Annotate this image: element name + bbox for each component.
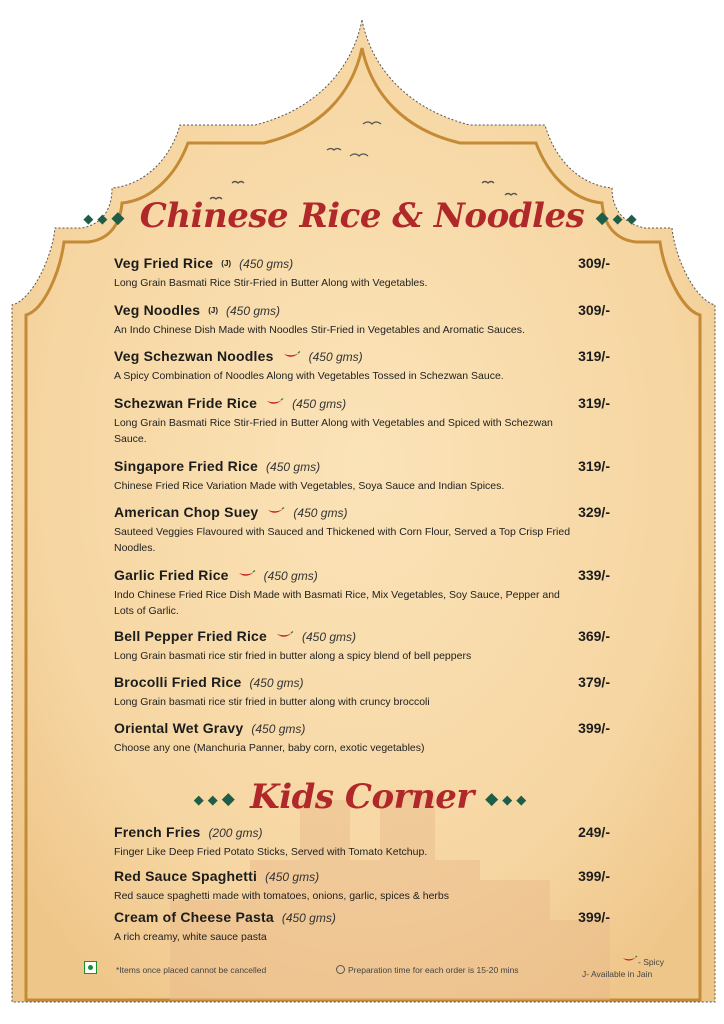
menu-item xyxy=(114,868,610,904)
menu-item-header xyxy=(114,348,610,368)
menu-item-header xyxy=(114,909,610,929)
item-price: 399/- xyxy=(578,720,610,736)
clock-icon xyxy=(336,965,345,974)
cancel-note: *Items once placed cannot be cancelled xyxy=(116,965,267,975)
item-price: 399/- xyxy=(578,909,610,925)
item-name: Oriental Wet Gravy xyxy=(114,720,244,736)
section-title-kids-text: Kids Corner xyxy=(250,777,474,817)
diamond-ornament-icon: ◆◆◆ xyxy=(83,208,129,228)
item-description: Indo Chinese Fried Rice Dish Made with Basmati Rice, Mix Vegetables, Soy Sauce, Pepper and Lots of Garlic. xyxy=(114,589,560,617)
item-description: Long Grain basmati rice stir fried in butter along with cruncy broccoli xyxy=(114,696,430,708)
menu-item-header xyxy=(114,868,610,888)
item-weight: (450 gms) xyxy=(266,460,321,474)
menu-item xyxy=(114,302,610,338)
item-price: 379/- xyxy=(578,674,610,690)
menu-item xyxy=(114,255,610,291)
menu-item-header xyxy=(114,567,610,587)
menu-item xyxy=(114,458,610,494)
item-weight: (450 gms) xyxy=(226,304,281,318)
item-price: 339/- xyxy=(578,567,610,583)
item-price: 309/- xyxy=(578,302,610,318)
item-description: A rich creamy, white sauce pasta xyxy=(114,931,267,943)
item-name: American Chop Suey xyxy=(114,504,259,520)
item-weight: (450 gms) xyxy=(308,350,363,364)
chili-icon xyxy=(267,507,285,515)
menu-item xyxy=(114,720,610,756)
menu-item-header xyxy=(114,628,610,648)
item-weight: (200 gms) xyxy=(208,826,263,840)
diamond-ornament-icon: ◆◆◆ xyxy=(193,789,239,809)
menu-item xyxy=(114,567,610,619)
item-name: Singapore Fried Rice xyxy=(114,458,259,474)
item-name: Veg Schezwan Noodles xyxy=(114,348,274,364)
section-title-kids xyxy=(0,777,724,817)
item-name: French Fries xyxy=(114,824,201,840)
item-price: 329/- xyxy=(578,504,610,520)
menu-item-header xyxy=(114,504,610,524)
menu-item-header xyxy=(114,302,610,322)
item-weight: (450 gms) xyxy=(265,870,320,884)
menu-item-header xyxy=(114,255,610,275)
menu-item xyxy=(114,504,610,556)
item-weight: (450 gms) xyxy=(281,911,336,925)
item-description: Long Grain Basmati Rice Stir-Fried in Butter Along with Vegetables and Spiced with Schezwan Sauce. xyxy=(114,417,553,445)
chili-icon xyxy=(238,570,256,578)
menu-item-header xyxy=(114,824,610,844)
jain-tag: (J) xyxy=(208,306,219,315)
item-weight: (450 gms) xyxy=(239,257,294,271)
item-weight: (450 gms) xyxy=(302,630,357,644)
spicy-legend xyxy=(622,955,664,967)
spicy-legend-text: - Spicy xyxy=(638,957,664,967)
menu-item-header xyxy=(114,458,610,478)
menu-item xyxy=(114,628,610,664)
menu-item xyxy=(114,824,610,860)
item-price: 369/- xyxy=(578,628,610,644)
chili-icon xyxy=(622,955,638,963)
item-description: Chinese Fried Rice Variation Made with Vegetables, Soya Sauce and Indian Spices. xyxy=(114,480,505,492)
item-description: Sauteed Veggies Flavoured with Sauced and Thickened with Corn Flour, Served a Top Crisp Fried Noodles. xyxy=(114,526,571,554)
veg-mark-icon xyxy=(84,961,97,974)
item-description: Long Grain basmati rice stir fried in butter along a spicy blend of bell peppers xyxy=(114,650,472,662)
item-weight: (450 gms) xyxy=(293,506,348,520)
item-weight: (450 gms) xyxy=(263,569,318,583)
item-price: 249/- xyxy=(578,824,610,840)
item-name: Cream of Cheese Pasta xyxy=(114,909,274,925)
diamond-ornament-icon: ◆◆◆ xyxy=(485,789,531,809)
item-name: Veg Fried Rice xyxy=(114,255,214,271)
menu-item-header xyxy=(114,720,610,740)
item-weight: (450 gms) xyxy=(292,397,347,411)
item-name: Veg Noodles xyxy=(114,302,201,318)
item-name: Garlic Fried Rice xyxy=(114,567,229,583)
chili-icon xyxy=(276,631,294,639)
item-description: A Spicy Combination of Noodles Along with Vegetables Tossed in Schezwan Sauce. xyxy=(114,370,504,382)
item-description: Choose any one (Manchuria Panner, baby corn, exotic vegetables) xyxy=(114,742,425,754)
jain-legend: J- Available in Jain xyxy=(582,969,653,979)
menu-item xyxy=(114,909,610,945)
item-name: Brocolli Fried Rice xyxy=(114,674,242,690)
item-price: 319/- xyxy=(578,348,610,364)
section-title-chinese xyxy=(0,196,724,236)
item-price: 309/- xyxy=(578,255,610,271)
prep-note xyxy=(336,965,519,975)
menu-item xyxy=(114,348,610,384)
menu-item-header xyxy=(114,395,610,415)
item-description: Red sauce spaghetti made with tomatoes, onions, garlic, spices & herbs xyxy=(114,890,450,902)
item-weight: (450 gms) xyxy=(249,676,304,690)
item-description: An Indo Chinese Dish Made with Noodles Stir-Fried in Vegetables and Aromatic Sauces. xyxy=(114,324,525,336)
item-name: Schezwan Fride Rice xyxy=(114,395,258,411)
item-weight: (450 gms) xyxy=(251,722,306,736)
item-name: Red Sauce Spaghetti xyxy=(114,868,258,884)
item-name: Bell Pepper Fried Rice xyxy=(114,628,268,644)
item-price: 319/- xyxy=(578,458,610,474)
item-description: Finger Like Deep Fried Potato Sticks, Served with Tomato Ketchup. xyxy=(114,846,428,858)
prep-note-text: Preparation time for each order is 15-20 mins xyxy=(348,965,519,975)
menu-item xyxy=(114,674,610,710)
item-description: Long Grain Basmati Rice Stir-Fried in Butter Along with Vegetables. xyxy=(114,277,428,289)
menu-item-header xyxy=(114,674,610,694)
jain-tag: (J) xyxy=(221,259,232,268)
menu-item xyxy=(114,395,610,447)
item-price: 399/- xyxy=(578,868,610,884)
diamond-ornament-icon: ◆◆◆ xyxy=(595,208,641,228)
item-price: 319/- xyxy=(578,395,610,411)
chili-icon xyxy=(283,351,301,359)
section-title-chinese-text: Chinese Rice & Noodles xyxy=(139,196,585,236)
chili-icon xyxy=(266,398,284,406)
